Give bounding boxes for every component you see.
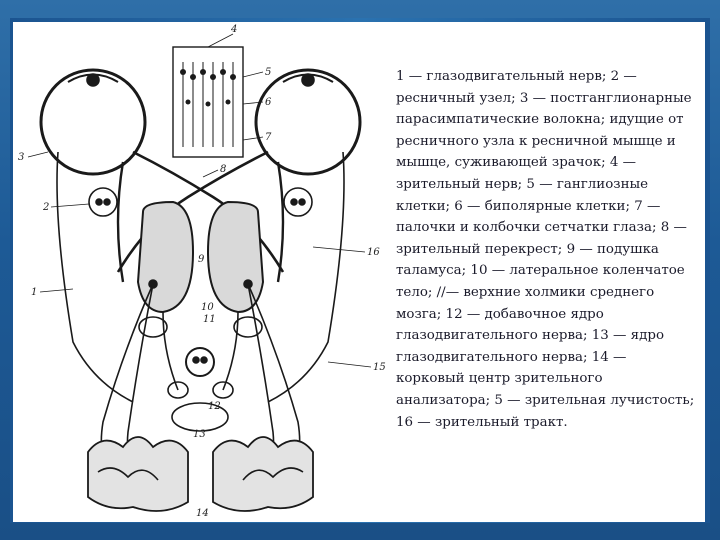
oculomotor-nucleus <box>186 348 214 376</box>
diagram-label-5: 5 <box>265 67 272 78</box>
diagram-label-10: 10 <box>201 302 214 313</box>
diagram-label-7: 7 <box>265 132 272 143</box>
left-visual-cortex <box>88 437 188 511</box>
right-thalamus <box>208 202 263 312</box>
caption-panel <box>387 22 705 522</box>
diagram-label-9: 9 <box>198 254 205 265</box>
diagram-label-6: 6 <box>265 97 272 108</box>
diagram-label-2: 2 <box>43 202 50 213</box>
left-thalamus <box>138 202 193 312</box>
right-visual-cortex <box>213 437 313 511</box>
diagram-label-3: 3 <box>18 152 25 163</box>
diagram-label-11: 11 <box>203 314 216 325</box>
diagram-label-15: 15 <box>373 362 386 373</box>
diagram-label-8: 8 <box>220 164 227 175</box>
right-ciliary-ganglion <box>284 188 312 216</box>
diagram-label-1: 1 <box>31 287 38 298</box>
diagram-legend-text: 1 — глазодвигательный нерв; 2 — ресничный узел; 3 — постганглионарные парасимпатические волокна; идущие от ресничного узла к ресничной мышце и мышце, суживающей зрачок; 4 — зрительный нерв; 5 — ганглиозные клетки; 6 — биполярные клетки; 7 — палочки и колбочки сетчатки глаза; 8 — зрительный перекрест; 9 — подушка таламуса; 10 — латеральное коленчатое тело; //— верхние холмики среднего мозга; 12 — добавочное ядро глазодвигательного нерва; 13 — ядро глазодвигательного нерва; 14 — корковый центр зрительного анализатора; 5 — зрительная лучистость; 16 — зрительный тракт. <box>396 69 695 430</box>
left-ciliary-ganglion <box>89 188 117 216</box>
diagram-label-13: 13 <box>193 429 206 440</box>
diagram-svg <box>13 22 387 522</box>
visual-pathway-diagram <box>13 22 387 522</box>
diagram-label-14: 14 <box>196 508 209 519</box>
diagram-label-12: 12 <box>208 401 221 412</box>
diagram-label-4: 4 <box>231 24 238 35</box>
diagram-label-16: 16 <box>367 247 380 258</box>
